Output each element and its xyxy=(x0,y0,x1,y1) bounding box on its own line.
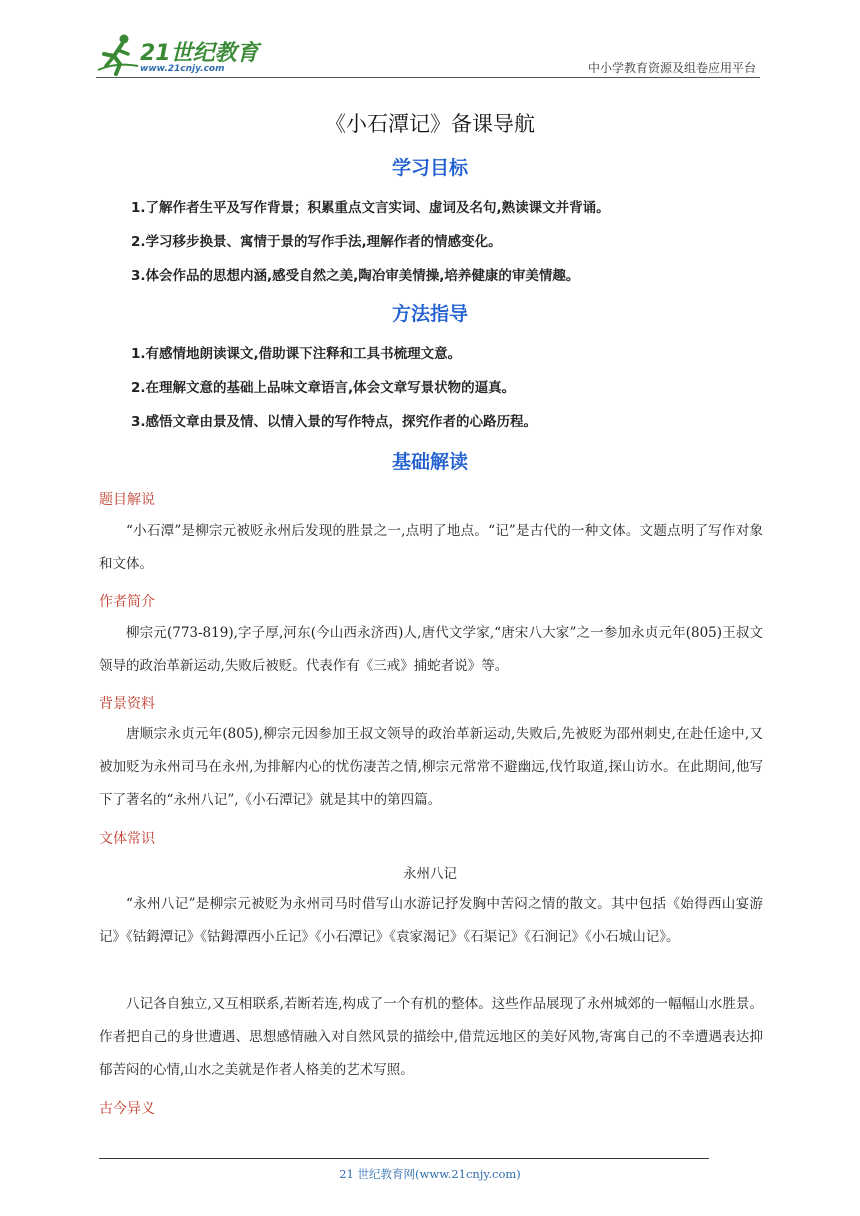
platform-name: 中小学教育资源及组卷应用平台 xyxy=(587,61,756,75)
method-item: 2.在理解文意的基础上品味文章语言,体会文章写景状物的逼真。 xyxy=(131,380,516,396)
logo xyxy=(96,30,266,80)
paragraph-author: 柳宗元(773-819),字子厚,河东(今山西永济西)人,唐代文学家,“唐宋八大家”之一参加永贞元年(805)王叔文领导的政治革新运动,失败后被贬。代表作有《三戒》捕蛇者说》等。 xyxy=(99,625,763,674)
subheading-author: 作者简介 xyxy=(99,594,155,610)
subheading-background: 背景资料 xyxy=(99,696,155,712)
logo-url: www.21cnjy.com xyxy=(140,64,225,74)
footer-divider xyxy=(99,1158,709,1159)
runner-logo-icon xyxy=(96,32,140,76)
paragraph-title-explain: “小石潭”是柳宗元被贬永州后发现的胜景之一,点明了地点。“记”是古代的一种文体。文题点明了写作对象和文体。 xyxy=(99,523,763,572)
genre-center-title: 永州八记 xyxy=(403,866,457,882)
section-heading-objectives: 学习目标 xyxy=(391,157,468,179)
page-header xyxy=(0,0,860,80)
section-heading-basics: 基础解读 xyxy=(391,451,468,473)
subheading-title-explain: 题目解说 xyxy=(99,492,155,508)
page-title: 《小石潭记》备课导航 xyxy=(325,112,535,136)
subheading-ancient-modern: 古今异义 xyxy=(99,1101,155,1117)
objective-item: 3.体会作品的思想内涵,感受自然之美,陶冶审美情操,培养健康的审美情趣。 xyxy=(131,268,580,284)
objective-item: 1.了解作者生平及写作背景；积累重点文言实词、虚词及名句,熟读课文并背诵。 xyxy=(131,200,610,216)
section-heading-methods: 方法指导 xyxy=(391,303,468,325)
logo-wordmark: 21世纪教育 xyxy=(140,41,259,66)
subheading-genre: 文体常识 xyxy=(99,831,155,847)
paragraph-background: 唐顺宗永贞元年(805),柳宗元因参加王叔文领导的政治革新运动,失败后,先被贬为邵州刺史,在赴任途中,又被加贬为永州司马在永州,为排解内心的忧伤凄苦之情,柳宗元常常不避幽远,伐竹取道,探山访水。在此期间,他写下了著名的“永州八记”,《小石潭记》就是其中的第四篇。 xyxy=(99,726,763,808)
footer-text: 21 世纪教育网(www.21cnjy.com) xyxy=(339,1167,521,1181)
header-divider xyxy=(96,77,760,78)
paragraph-genre-2: 八记各自独立,又互相联系,若断若连,构成了一个有机的整体。这些作品展现了永州城郊的一幅幅山水胜景。作者把自己的身世遭遇、思想感情融入对自然风景的描绘中,借荒远地区的美好风物,寄寓自己的不幸遭遇表达抑郁苦闷的心情,山水之美就是作者人格美的艺术写照。 xyxy=(99,996,763,1078)
objective-item: 2.学习移步换景、寓情于景的写作手法,理解作者的情感变化。 xyxy=(131,234,502,250)
method-item: 3.感悟文章由景及情、以情入景的写作特点，探究作者的心路历程。 xyxy=(131,414,538,430)
paragraph-genre-1: “永州八记”是柳宗元被贬为永州司马时借写山水游记抒发胸中苦闷之情的散文。其中包括《始得西山宴游记》《钴鉧潭记》《钴鉧潭西小丘记》《小石潭记》《袁家渴记》《石渠记》《石涧记》《小石城山记》。 xyxy=(99,896,763,945)
method-item: 1.有感情地朗读课文,借助课下注释和工具书梳理文意。 xyxy=(131,346,462,362)
